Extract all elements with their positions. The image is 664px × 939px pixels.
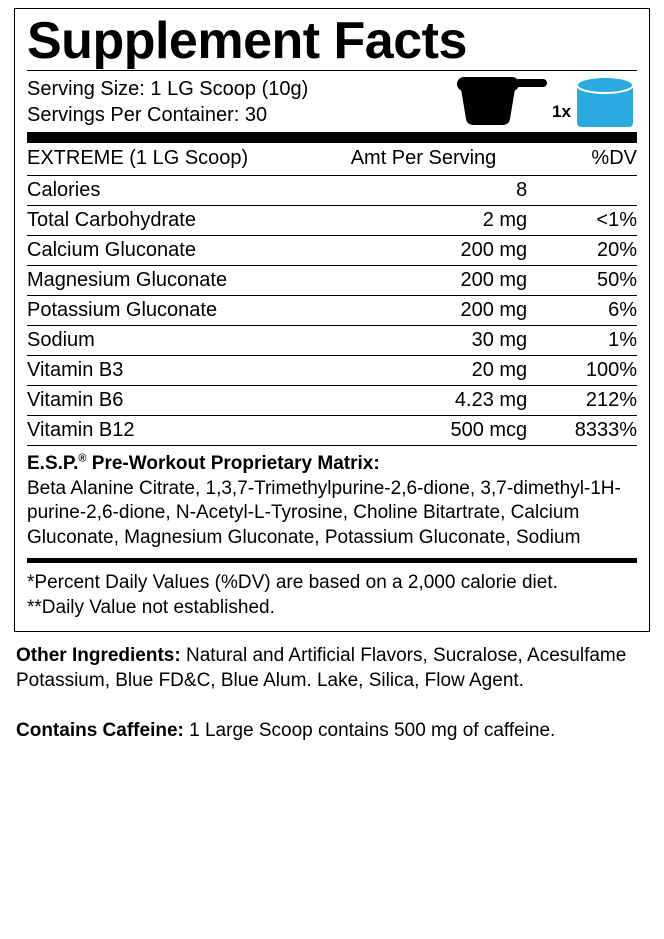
nutrition-table-body — [27, 143, 637, 446]
row-name: Calories — [27, 176, 320, 206]
footnote-daily-value: *Percent Daily Values (%DV) are based on a 2,000 calorie diet. — [27, 571, 558, 593]
matrix-ingredients: Beta Alanine Citrate, 1,3,7-Trimethylpurine-2,6-dione, 3,7-dimethyl-1H-purine-2,6-dione, N-Acetyl-L-Tyrosine, Choline Bitartrate, Calcium Gluconate, Magnesium Gluconate, Potassium Gluconate, Sodium — [27, 478, 621, 548]
other-ingredients-text: Natural and Artificial Flavors, Sucralose, Acesulfame Potassium, Blue FD&C, Blue Alum. Lake, Silica, Flow Agent. — [16, 645, 627, 691]
other-ingredients — [16, 644, 648, 693]
proprietary-matrix — [27, 446, 637, 550]
row-name: Vitamin B12 — [27, 416, 320, 446]
row-dv: 1% — [527, 326, 637, 356]
footnote-not-established: **Daily Value not established. — [27, 597, 275, 619]
table-row — [27, 206, 637, 236]
matrix-title-rest: Pre-Workout Proprietary Matrix: — [86, 453, 380, 475]
row-name: Calcium Gluconate — [27, 236, 320, 266]
title-divider — [27, 70, 637, 71]
supplement-facts-panel — [14, 8, 650, 632]
row-dv: 212% — [527, 386, 637, 416]
matrix-title — [27, 452, 637, 476]
row-amount: 8 — [320, 176, 527, 206]
table-row — [27, 326, 637, 356]
contains-caffeine-label: Contains Caffeine: — [16, 720, 184, 742]
row-amount: 200 mg — [320, 266, 527, 296]
row-dv — [527, 176, 637, 206]
header-dv: %DV — [527, 143, 637, 176]
row-name: Total Carbohydrate — [27, 206, 320, 236]
table-row — [27, 386, 637, 416]
row-dv: 20% — [527, 236, 637, 266]
row-name: Vitamin B6 — [27, 386, 320, 416]
row-dv: 100% — [527, 356, 637, 386]
row-amount: 30 mg — [320, 326, 527, 356]
registered-trademark-icon: ® — [78, 452, 87, 465]
header-name: EXTREME (1 LG Scoop) — [27, 143, 320, 176]
svg-text:1x: 1x — [552, 102, 571, 122]
table-row — [27, 176, 637, 206]
row-name: Magnesium Gluconate — [27, 266, 320, 296]
scoop-graphic-icon — [455, 73, 635, 135]
contains-caffeine — [16, 719, 648, 744]
row-dv: <1% — [527, 206, 637, 236]
row-dv: 6% — [527, 296, 637, 326]
row-name: Vitamin B3 — [27, 356, 320, 386]
row-amount: 200 mg — [320, 296, 527, 326]
nutrition-table — [27, 143, 637, 446]
table-header-row — [27, 143, 637, 176]
row-amount: 200 mg — [320, 236, 527, 266]
row-name: Sodium — [27, 326, 320, 356]
footnotes — [27, 563, 637, 621]
servings-per-container-line: Servings Per Container: 30 — [27, 103, 268, 126]
row-amount: 20 mg — [320, 356, 527, 386]
table-row — [27, 416, 637, 446]
other-ingredients-label: Other Ingredients: — [16, 645, 181, 666]
serving-size-line: Serving Size: 1 LG Scoop (10g) — [27, 78, 309, 101]
header-amount: Amt Per Serving — [320, 143, 527, 176]
table-row — [27, 266, 637, 296]
row-name: Potassium Gluconate — [27, 296, 320, 326]
row-dv: 8333% — [527, 416, 637, 446]
spacer — [16, 693, 648, 719]
row-amount: 2 mg — [320, 206, 527, 236]
page-title: Supplement Facts — [27, 12, 467, 70]
matrix-title-brand: E.S.P. — [27, 453, 79, 475]
table-row — [27, 296, 637, 326]
row-amount: 4.23 mg — [320, 386, 527, 416]
table-row — [27, 236, 637, 266]
contains-caffeine-text: 1 Large Scoop contains 500 mg of caffeine. — [183, 720, 556, 742]
serving-info — [27, 75, 637, 128]
row-amount: 500 mcg — [320, 416, 527, 446]
below-panel-notes — [14, 632, 650, 744]
row-dv: 50% — [527, 266, 637, 296]
table-row — [27, 356, 637, 386]
